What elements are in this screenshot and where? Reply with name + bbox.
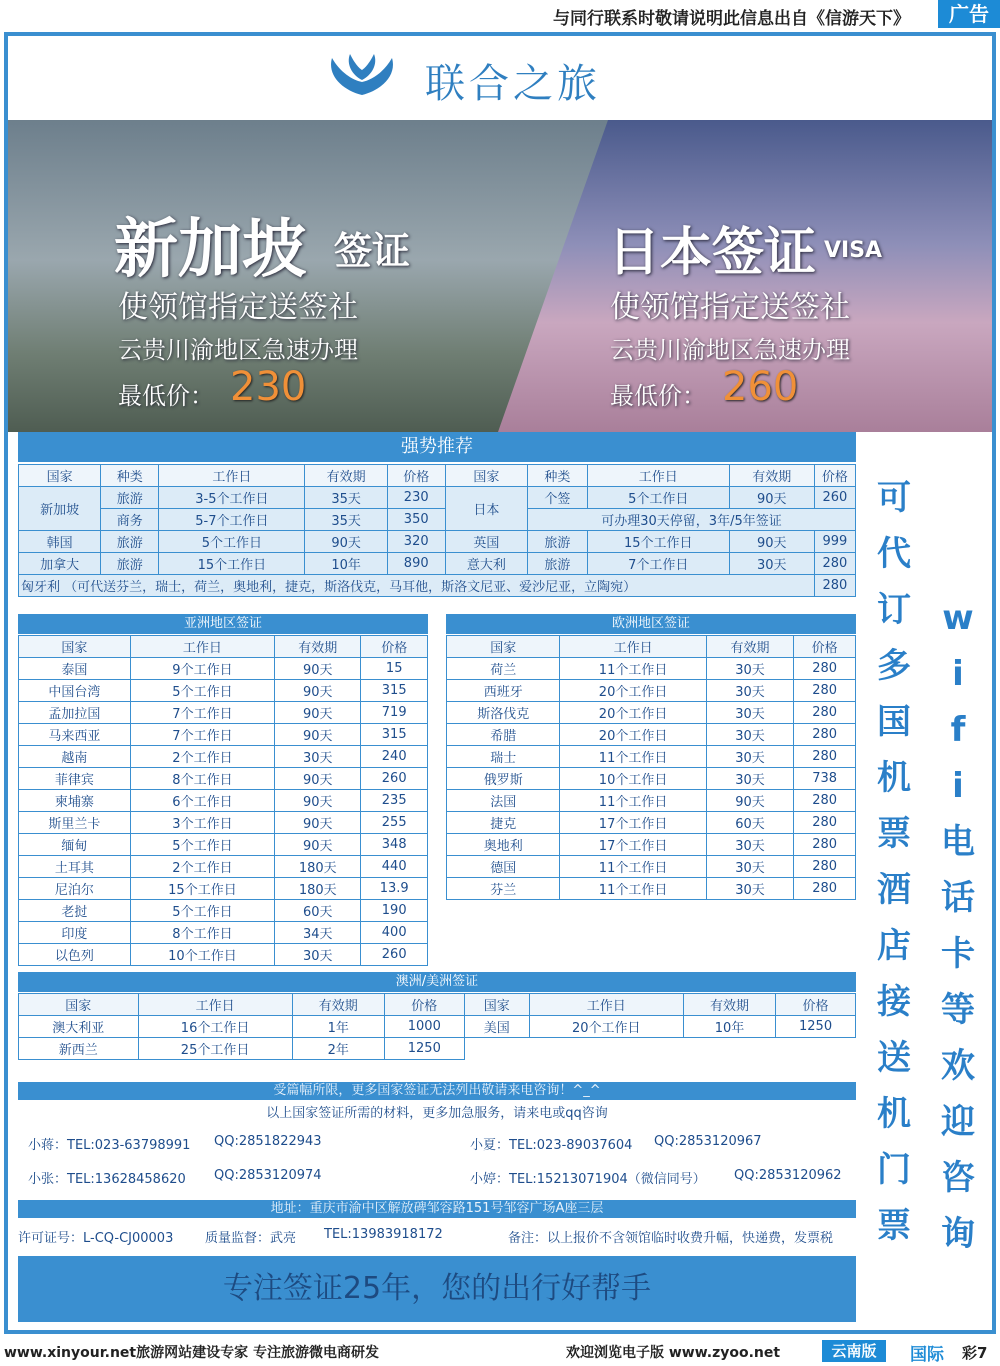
cell: 奥地利 (447, 834, 560, 856)
contact-qq: QQ:2853120974 (214, 1168, 322, 1183)
side-char: 话 (941, 878, 975, 918)
cell: 瑞士 (447, 746, 560, 768)
side-char: 多 (877, 646, 911, 686)
cell: 280 (794, 658, 856, 680)
col-header: 价格 (387, 465, 445, 487)
cell: 90天 (275, 724, 361, 746)
cell: 350 (387, 509, 445, 531)
col-header: 工作日 (130, 636, 274, 658)
cell: 35天 (305, 487, 387, 509)
cell: 15个工作日 (130, 878, 274, 900)
cell: 235 (361, 790, 428, 812)
col-header: 国家 (445, 465, 527, 487)
cell: 280 (814, 553, 855, 575)
col-header: 价格 (384, 994, 464, 1016)
cell: 400 (361, 922, 428, 944)
table-row (19, 922, 428, 944)
cell: 旅游 (101, 553, 159, 575)
cell: 5个工作日 (130, 900, 274, 922)
cell: 8个工作日 (130, 922, 274, 944)
side-char: 店 (877, 926, 911, 966)
table-row (19, 900, 428, 922)
table-row (19, 834, 428, 856)
oceania-table (18, 993, 856, 1060)
cell: 30天 (706, 746, 794, 768)
table-row (447, 680, 856, 702)
footer-mid: 欢迎浏览电子版 www.zyoo.net (566, 1345, 781, 1361)
asia-title: 亚洲地区签证 (18, 614, 428, 634)
cell: 老挝 (19, 900, 131, 922)
col-header: 国家 (19, 994, 139, 1016)
cell: 土耳其 (19, 856, 131, 878)
cell: 280 (794, 856, 856, 878)
cell: 5个工作日 (130, 834, 274, 856)
cell: 2个工作日 (130, 746, 274, 768)
jp-price-label: 最低价： (610, 382, 706, 410)
footer-tag-region: 云南版 (822, 1340, 886, 1362)
cell: 希腊 (447, 724, 560, 746)
cell: 90天 (275, 658, 361, 680)
cell: 中国台湾 (19, 680, 131, 702)
side-char: 票 (877, 814, 911, 854)
cell: 匈牙利 （可代送芬兰，瑞士，荷兰，奥地利，捷克，斯洛伐克，马耳他，斯洛文尼亚、爱沙尼亚，立陶宛） (19, 575, 815, 597)
col-header: 价格 (814, 465, 855, 487)
col-header: 国家 (447, 636, 560, 658)
side-char: f (950, 710, 966, 750)
cell: 旅游 (101, 531, 159, 553)
cell: 俄罗斯 (447, 768, 560, 790)
cell: 7个工作日 (130, 724, 274, 746)
europe-table (446, 635, 856, 900)
side-char: 迎 (941, 1102, 975, 1142)
col-header: 种类 (101, 465, 159, 487)
footer (0, 1336, 1000, 1366)
col-header: 国家 (19, 465, 101, 487)
cell: 意大利 (445, 553, 527, 575)
sg-title: 新加坡 (114, 213, 306, 287)
cell: 320 (387, 531, 445, 553)
banner (8, 120, 992, 432)
cell: 280 (794, 790, 856, 812)
cell: 30天 (729, 553, 814, 575)
cell: 280 (814, 575, 855, 597)
cell: 捷克 (447, 812, 560, 834)
table-row (19, 553, 856, 575)
jp-line2: 云贵川渝地区急速办理 (610, 336, 850, 364)
cell: 11个工作日 (560, 878, 706, 900)
col-header: 国家 (464, 994, 529, 1016)
side-char: 机 (877, 1094, 911, 1134)
table-row (447, 834, 856, 856)
cell: 90天 (275, 790, 361, 812)
sg-price-label: 最低价： (118, 382, 214, 410)
cell: 1000 (384, 1016, 464, 1038)
col-header: 价格 (361, 636, 428, 658)
cell: 260 (361, 768, 428, 790)
col-header: 工作日 (529, 994, 683, 1016)
cell: 11个工作日 (560, 790, 706, 812)
col-header: 国家 (19, 636, 131, 658)
cell: 34天 (275, 922, 361, 944)
table-row (447, 790, 856, 812)
col-header: 有效期 (683, 994, 775, 1016)
sg-title-suffix: 签证 (334, 229, 411, 273)
cell: 加拿大 (19, 553, 101, 575)
table-row (447, 658, 856, 680)
cell: 越南 (19, 746, 131, 768)
cell: 3个工作日 (130, 812, 274, 834)
jp-price: 260 (722, 364, 799, 410)
cell: 旅游 (527, 531, 587, 553)
cell: 泰国 (19, 658, 131, 680)
table-row (19, 878, 428, 900)
oceania-title: 澳洲/美洲签证 (18, 972, 856, 992)
cell: 可办理30天停留，3年/5年签证 (527, 509, 855, 531)
cell: 10个工作日 (130, 944, 274, 966)
cell: 90天 (706, 790, 794, 812)
table-row (19, 702, 428, 724)
table-row (19, 768, 428, 790)
side-char: 询 (941, 1214, 975, 1254)
featured-table (18, 464, 856, 597)
cell: 20个工作日 (560, 724, 706, 746)
cell: 20个工作日 (560, 680, 706, 702)
cell: 10年 (305, 553, 387, 575)
col-header: 有效期 (706, 636, 794, 658)
table-row (19, 680, 428, 702)
cell: 35天 (305, 509, 387, 531)
table-row (19, 790, 428, 812)
col-header: 有效期 (305, 465, 387, 487)
cell: 马来西亚 (19, 724, 131, 746)
side-char: 票 (877, 1206, 911, 1246)
slogan: 专注签证25年，您的出行好帮手 (18, 1256, 856, 1322)
cell: 1250 (776, 1016, 856, 1038)
cell: 280 (794, 746, 856, 768)
cell: 柬埔寨 (19, 790, 131, 812)
col-header: 价格 (794, 636, 856, 658)
cell: 11个工作日 (560, 746, 706, 768)
side-char: i (952, 766, 964, 806)
cell: 1250 (384, 1038, 464, 1060)
table-header (447, 636, 856, 658)
table-row (19, 531, 856, 553)
cell: 5个工作日 (130, 680, 274, 702)
cell: 30天 (706, 702, 794, 724)
cell: 西班牙 (447, 680, 560, 702)
table-row (447, 878, 856, 900)
cell: 斯洛伐克 (447, 702, 560, 724)
remark: 备注：以上报价不含领馆临时收费升幅，快递费，发票税 (508, 1231, 834, 1246)
cell: 30天 (706, 834, 794, 856)
side-char: 可 (877, 478, 911, 518)
cell: 7个工作日 (587, 553, 729, 575)
cell: 90天 (275, 812, 361, 834)
cell: 英国 (445, 531, 527, 553)
table-row (447, 812, 856, 834)
cell: 90天 (305, 531, 387, 553)
contact-qq: QQ:2853120967 (654, 1134, 762, 1149)
side-char: 欢 (941, 1046, 975, 1086)
cell: 韩国 (19, 531, 101, 553)
cell: 缅甸 (19, 834, 131, 856)
cell: 孟加拉国 (19, 702, 131, 724)
cell: 9个工作日 (130, 658, 274, 680)
cell: 6个工作日 (130, 790, 274, 812)
side-char: 等 (941, 990, 975, 1030)
cell: 2年 (292, 1038, 384, 1060)
cell: 荷兰 (447, 658, 560, 680)
side-char: 机 (877, 758, 911, 798)
col-header: 工作日 (138, 994, 292, 1016)
cell: 5个工作日 (159, 531, 305, 553)
europe-title: 欧洲地区签证 (446, 614, 856, 634)
cell: 30天 (275, 944, 361, 966)
table-row (19, 487, 856, 509)
side-char: 订 (877, 590, 911, 630)
supervisor: 质量监督：武亮 (205, 1231, 297, 1246)
cell: 澳大利亚 (19, 1016, 139, 1038)
col-header: 有效期 (292, 994, 384, 1016)
contact-qq: QQ:2851822943 (214, 1134, 322, 1149)
notice-sub: 以上国家签证所需的材料，更多加急服务，请来电或qq咨询 (266, 1106, 608, 1121)
cell: 印度 (19, 922, 131, 944)
cell: 15个工作日 (587, 531, 729, 553)
cell: 20个工作日 (560, 702, 706, 724)
page-number: 彩7 (962, 1344, 988, 1362)
cell: 5-7个工作日 (159, 509, 305, 531)
table-row (19, 812, 428, 834)
contact-qq: QQ:2853120962 (734, 1168, 842, 1183)
cell: 15 (361, 658, 428, 680)
featured-title: 强势推荐 (18, 432, 856, 462)
cell: 芬兰 (447, 878, 560, 900)
cell: 17个工作日 (560, 812, 706, 834)
cell: 以色列 (19, 944, 131, 966)
sg-price: 230 (230, 364, 307, 410)
sg-line1: 使领馆指定送签社 (118, 290, 358, 325)
cell: 180天 (275, 856, 361, 878)
col-header: 有效期 (729, 465, 814, 487)
jp-line1: 使领馆指定送签社 (610, 290, 850, 325)
cell: 260 (361, 944, 428, 966)
cell: 25个工作日 (138, 1038, 292, 1060)
cell: 60天 (706, 812, 794, 834)
side-char: 咨 (941, 1158, 975, 1198)
cell: 菲律宾 (19, 768, 131, 790)
side-char: 卡 (941, 934, 975, 974)
address-bar: 地址：重庆市渝中区解放碑邹容路151号邹容广场A座三层 (18, 1200, 856, 1218)
cell: 738 (794, 768, 856, 790)
cell: 315 (361, 680, 428, 702)
cell: 1年 (292, 1016, 384, 1038)
cell: 德国 (447, 856, 560, 878)
side-char: 电 (941, 822, 975, 862)
ad-tag: 广告 (938, 0, 1000, 28)
cell: 10年 (683, 1016, 775, 1038)
cell: 个签 (527, 487, 587, 509)
table-row (19, 724, 428, 746)
contact-name: 小婷：TEL:15213071904（微信同号） (470, 1172, 706, 1187)
table-row (19, 1016, 856, 1038)
cell: 30天 (275, 746, 361, 768)
cell: 旅游 (527, 553, 587, 575)
cell: 5个工作日 (587, 487, 729, 509)
license: 许可证号：L-CQ-CJ00003 (18, 1231, 174, 1246)
cell: 斯里兰卡 (19, 812, 131, 834)
cell: 90天 (729, 487, 814, 509)
cell: 3-5个工作日 (159, 487, 305, 509)
table-row (19, 746, 428, 768)
table-row (447, 768, 856, 790)
side-text-right (934, 590, 982, 1262)
col-header: 工作日 (159, 465, 305, 487)
table-row (447, 746, 856, 768)
cell: 2个工作日 (130, 856, 274, 878)
cell: 16个工作日 (138, 1016, 292, 1038)
footer-left: www.xinyour.net旅游网站建设专家 专注旅游微电商研发 (4, 1345, 379, 1361)
cell: 日本 (445, 487, 527, 531)
table-row (19, 856, 428, 878)
brand-name: 联合之旅 (425, 61, 601, 107)
cell: 190 (361, 900, 428, 922)
col-header: 价格 (776, 994, 856, 1016)
cell: 90天 (275, 768, 361, 790)
cell: 新西兰 (19, 1038, 139, 1060)
cell: 315 (361, 724, 428, 746)
cell: 法国 (447, 790, 560, 812)
cell: 280 (794, 834, 856, 856)
cell: 30天 (706, 658, 794, 680)
table-row (19, 509, 856, 531)
cell: 30天 (706, 856, 794, 878)
cell: 60天 (275, 900, 361, 922)
cell: 尼泊尔 (19, 878, 131, 900)
supervisor-tel: TEL:13983918172 (324, 1227, 443, 1242)
side-char: w (942, 598, 974, 638)
cell: 230 (387, 487, 445, 509)
notice-bar: 受篇幅所限，更多国家签证无法列出敬请来电咨询！^_^ (18, 1082, 856, 1100)
table-header (19, 636, 428, 658)
side-char: 酒 (877, 870, 911, 910)
sg-line2: 云贵川渝地区急速办理 (118, 336, 358, 364)
cell: 348 (361, 834, 428, 856)
cell: 20个工作日 (529, 1016, 683, 1038)
cell: 8个工作日 (130, 768, 274, 790)
side-char: 代 (877, 534, 911, 574)
side-char: i (952, 654, 964, 694)
side-text-left (870, 470, 918, 1254)
col-header: 工作日 (587, 465, 729, 487)
table-header (19, 465, 856, 487)
asia-table (18, 635, 428, 966)
cell: 30天 (706, 878, 794, 900)
footer-tag-section: 国际 (910, 1345, 944, 1365)
cell: 11个工作日 (560, 658, 706, 680)
cell: 商务 (101, 509, 159, 531)
cell: 90天 (729, 531, 814, 553)
cell: 280 (794, 702, 856, 724)
cell: 440 (361, 856, 428, 878)
table-row (19, 575, 856, 597)
cell: 15个工作日 (159, 553, 305, 575)
cell: 999 (814, 531, 855, 553)
cell: 890 (387, 553, 445, 575)
logo-icon (322, 50, 402, 100)
side-char: 接 (877, 982, 911, 1022)
side-char: 送 (877, 1038, 911, 1078)
top-bar (0, 0, 1000, 30)
cell: 280 (794, 724, 856, 746)
table-row (447, 724, 856, 746)
table-row (447, 702, 856, 724)
side-char: 国 (877, 702, 911, 742)
side-char: 门 (877, 1150, 911, 1190)
table-header (19, 994, 856, 1016)
cell: 719 (361, 702, 428, 724)
top-note: 与同行联系时敬请说明此信息出自《信游天下》 (553, 9, 910, 29)
cell: 240 (361, 746, 428, 768)
cell: 280 (794, 812, 856, 834)
col-header: 有效期 (275, 636, 361, 658)
cell: 旅游 (101, 487, 159, 509)
cell: 280 (794, 878, 856, 900)
cell: 7个工作日 (130, 702, 274, 724)
cell: 90天 (275, 702, 361, 724)
table-row (447, 856, 856, 878)
col-header: 种类 (527, 465, 587, 487)
contact-name: 小蒋：TEL:023-63798991 (28, 1138, 191, 1153)
cell: 30天 (706, 680, 794, 702)
table-row (19, 1038, 856, 1060)
cell: 90天 (275, 834, 361, 856)
cell: 17个工作日 (560, 834, 706, 856)
cell: 280 (794, 680, 856, 702)
contact-name: 小张：TEL:13628458620 (28, 1172, 186, 1187)
jp-title: 日本签证 (608, 223, 817, 283)
cell: 90天 (275, 680, 361, 702)
jp-title-suffix: VISA (824, 238, 883, 263)
cell: 美国 (464, 1016, 529, 1038)
contact-name: 小夏：TEL:023-89037604 (470, 1138, 633, 1153)
cell: 180天 (275, 878, 361, 900)
cell: 30天 (706, 724, 794, 746)
table-row (19, 944, 428, 966)
cell: 260 (814, 487, 855, 509)
col-header: 工作日 (560, 636, 706, 658)
cell: 30天 (706, 768, 794, 790)
cell: 新加坡 (19, 487, 101, 531)
cell: 255 (361, 812, 428, 834)
cell-empty (464, 1038, 855, 1060)
cell: 11个工作日 (560, 856, 706, 878)
table-row (19, 658, 428, 680)
cell: 13.9 (361, 878, 428, 900)
cell: 10个工作日 (560, 768, 706, 790)
